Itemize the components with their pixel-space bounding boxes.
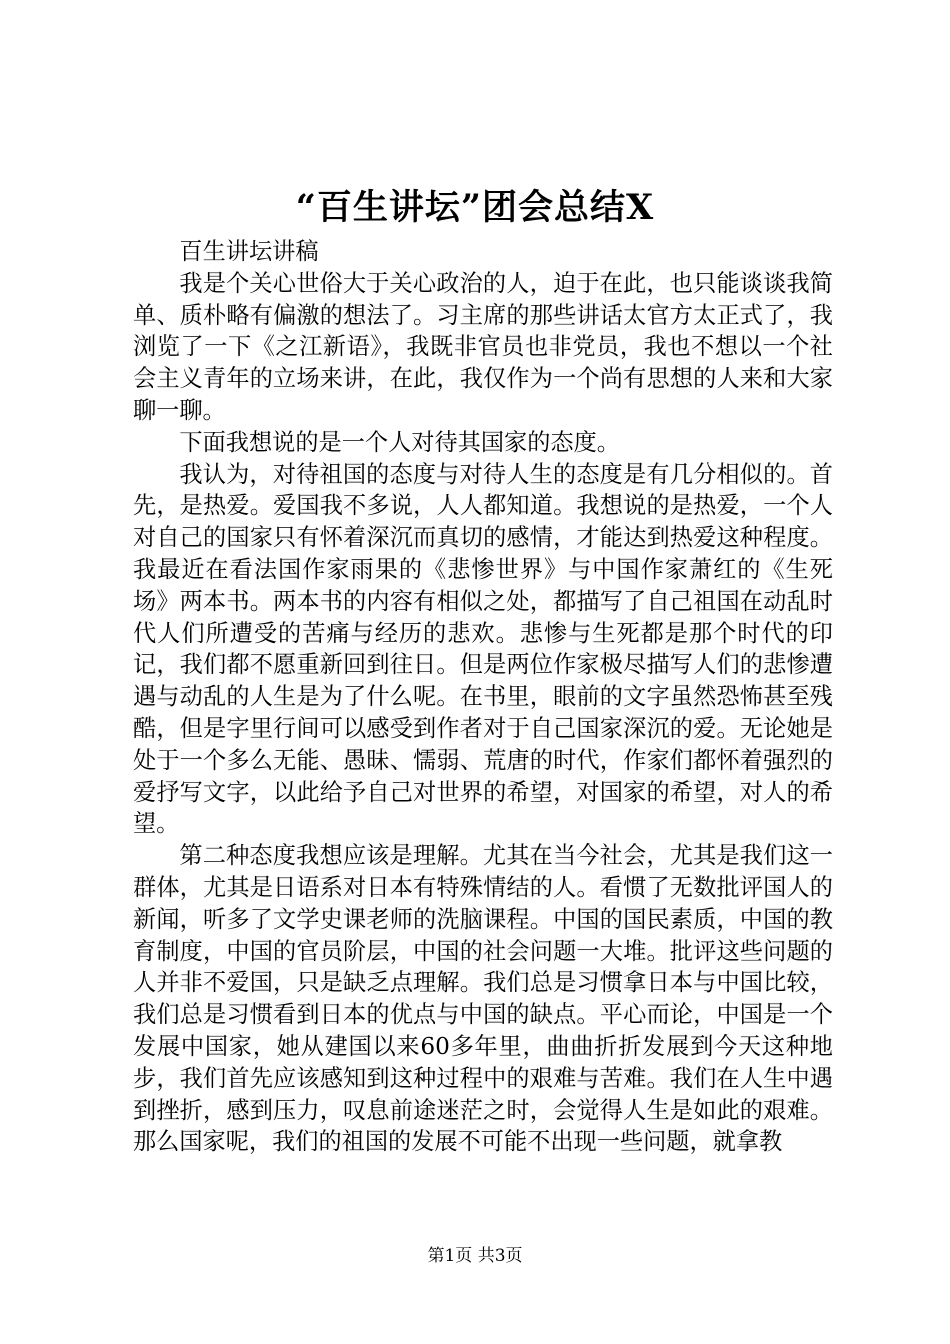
paragraph: 第二种态度我想应该是理解。尤其在当今社会，尤其是我们这一群体，尤其是日语系对日本有特殊情结的人。看惯了无数批评国人的新闻，听多了文学史课老师的洗脑课程。中国的国民素质，中国的教育制度，中国的官员阶层，中国的社会问题一大堆。批评这些问题的人并非不爱国，只是缺乏点理解。我们总是习惯拿日本与中国比较，我们总是习惯看到日本的优点与中国的缺点。平心而论，中国是一个发展中国家，她从建国以来60多年里，曲曲折折发展到今天这种地步，我们首先应该感知到这种过程中的艰难与苦难。我们在人生中遇到挫折，感到压力，叹息前途迷茫之时，会觉得人生是如此的艰难。那么国家呢，我们的祖国的发展不可能不出现一些问题，就拿教 xyxy=(133,842,833,1156)
document-body xyxy=(133,236,833,1158)
paragraph: 我是个关心世俗大于关心政治的人，迫于在此，也只能谈谈我简单、质朴略有偏激的想法了。习主席的那些讲话太官方太正式了，我浏览了一下《之江新语》，我既非官员也非党员，我也不想以一个社会主义青年的立场来讲，在此，我仅作为一个尚有思想的人来和大家聊一聊。 xyxy=(133,269,833,424)
paragraph: 下面我想说的是一个人对待其国家的态度。 xyxy=(179,428,620,456)
paragraph-heading: 百生讲坛讲稿 xyxy=(179,238,319,265)
page-footer: 第1页 共3页 xyxy=(427,1246,523,1266)
document-title: “百生讲坛”团会总结X xyxy=(295,187,655,228)
paragraph: 我认为，对待祖国的态度与对待人生的态度是有几分相似的。首先，是热爱。爱国我不多说，人人都知道。我想说的是热爱，一个人对自己的国家只有怀着深沉而真切的感情，才能达到热爱这种程度。我最近在看法国作家雨果的《悲惨世界》与中国作家萧红的《生死场》两本书。两本书的内容有相似之处，都描写了自己祖国在动乱时代人们所遭受的苦痛与经历的悲欢。悲惨与生死都是那个时代的印记，我们都不愿重新回到往日。但是两位作家极尽描写人们的悲惨遭遇与动乱的人生是为了什么呢。在书里，眼前的文字虽然恐怖甚至残酷，但是字里行间可以感受到作者对于自己国家深沉的爱。无论她是处于一个多么无能、愚昧、懦弱、荒唐的时代，作家们都怀着强烈的爱抒写文字，以此给予自己对世界的希望，对国家的希望，对人的希望。 xyxy=(133,460,833,838)
